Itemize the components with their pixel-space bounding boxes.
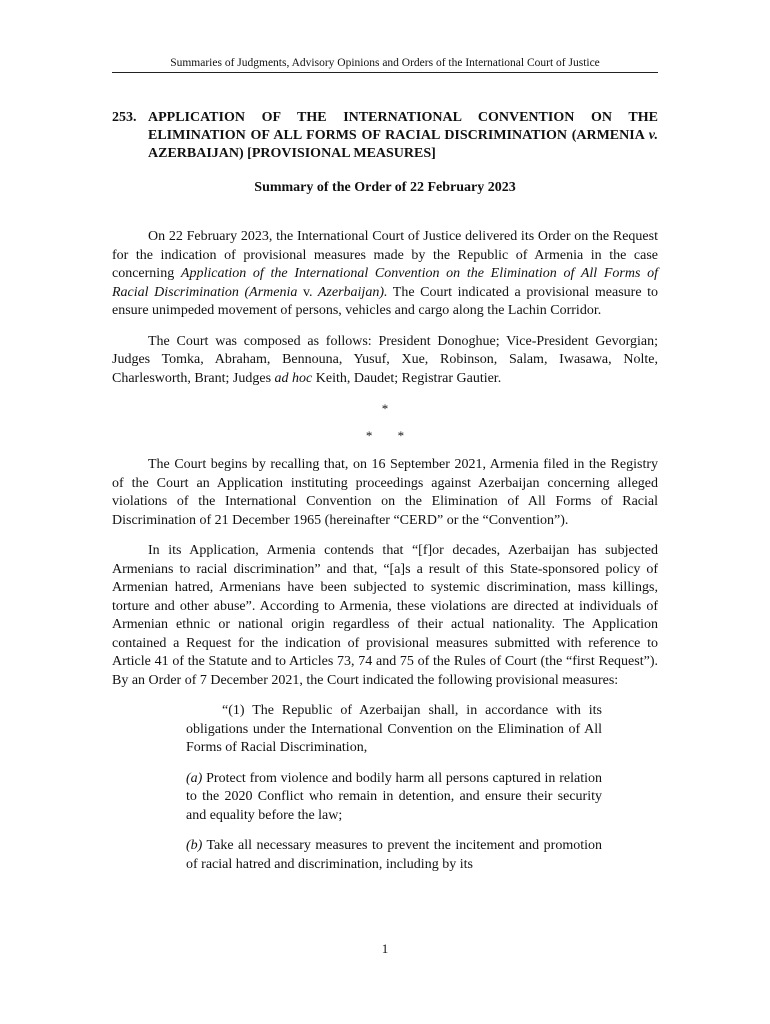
quote-item-b <box>186 837 602 874</box>
summary-number: 253. <box>112 110 137 125</box>
paragraph-1-text-b: The Court indicated a provisional measure to ensure unimpeded movement of persons, vehicles and cargo along the Lachin Corridor. <box>112 284 659 318</box>
case-title-versus: v. <box>302 284 313 300</box>
paragraph-2-text-b: Keith, Daudet; Registrar Gautier. <box>312 370 502 386</box>
page-number: 1 <box>381 941 389 956</box>
quote-item-a <box>186 770 602 826</box>
summary-title-part2: AZERBAIJAN) [PROVISIONAL MEASURES] <box>148 146 436 161</box>
paragraph-2 <box>112 333 658 389</box>
ad-hoc-term: ad hoc <box>274 370 313 386</box>
quote-paragraph-1: “(1) The Republic of Azerbaijan shall, in accordance with its obligations under the International Convention on the Elimination of All Forms of Racial Discrimination, <box>186 703 602 755</box>
running-header: Summaries of Judgments, Advisory Opinions and Orders of the International Court of Justice <box>112 56 658 73</box>
quote-item-a-text: Protect from violence and bodily harm all persons captured in relation to the 2020 Conflict who remain in detention, and ensure their security and equality before the law; <box>186 770 602 823</box>
summary-heading <box>112 109 658 163</box>
paragraph-1 <box>112 228 658 321</box>
order-subtitle: Summary of the Order of 22 February 2023 <box>254 180 516 195</box>
case-title-b: Azerbaijan). <box>312 284 388 300</box>
paragraph-4: In its Application, Armenia contends that “[f]or decades, Azerbaijan has subjected Armenians to racial discrimination” and that, “[a]s a result of this State-sponsored policy of Armenian hatred, Armenians have been subjected to systemic discrimination, mass killings, torture and other abuse”. According to Armenia, these violations are directed at individuals of Armenian ethnic or national origin regardless of their actual nationality. The Application contained a Request for the indication of provisional measures submitted with reference to Article 41 of the Statute and to Articles 73, 74 and 75 of the Rules of Court (the “first Request”). By an Order of 7 December 2021, the Court indicated the following provisional measures: <box>112 543 658 688</box>
document-body <box>112 228 658 886</box>
section-separator-double: * * <box>365 428 405 443</box>
quote-item-a-label: (a) <box>186 770 203 786</box>
quote-item-b-text: Take all necessary measures to prevent the incitement and promotion of racial hatred and discrimination, including by its <box>186 838 602 872</box>
paragraph-1-text-a: On 22 February 2023, the International Court of Justice delivered its Order on the Request for the indication of provisional measures made by the Republic of Armenia in the case concerning <box>112 229 658 281</box>
summary-title <box>148 109 658 163</box>
quote-item-b-label: (b) <box>186 838 203 853</box>
paragraph-3: The Court begins by recalling that, on 16 September 2021, Armenia filed in the Registry of the Court an Application instituting proceedings against Azerbaijan concerning alleged violations of the International Convention on the Elimination of All Forms of Racial Discrimination of 21 December 1965 (hereinafter “CERD” or the “Convention”). <box>112 457 658 528</box>
summary-title-part1: APPLICATION OF THE INTERNATIONAL CONVENTION ON THE ELIMINATION OF ALL FORMS OF RACIAL DISCRIMINATION (ARMENIA <box>148 110 658 143</box>
paragraph-2-text-a: The Court was composed as follows: President Donoghue; Vice-President Gevorgian; Judges Tomka, Abraham, Bennouna, Yusuf, Xue, Robinson, Salam, Iwasawa, Nolte, Charlesworth, Brant; Judges <box>112 333 658 386</box>
section-separator-single: * <box>381 401 389 416</box>
case-title-a: Application of the International Convention on the Elimination of All Forms of Racial Discrimination (Armenia <box>112 266 659 300</box>
summary-title-versus: v. <box>648 128 658 143</box>
